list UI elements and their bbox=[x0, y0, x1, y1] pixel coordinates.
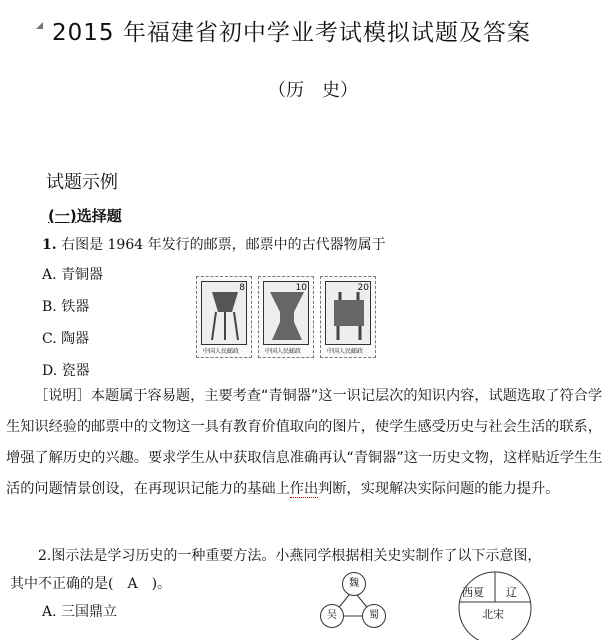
option-a: A. 青铜器 bbox=[42, 267, 104, 283]
stamp-3-caption: 中国人民邮政 bbox=[327, 348, 364, 355]
section-heading: 试题示例 bbox=[46, 172, 118, 193]
stamp-1 bbox=[196, 276, 252, 358]
node-wei: 魏 bbox=[342, 572, 366, 596]
option-c: C. 陶器 bbox=[42, 331, 90, 347]
question-1 bbox=[42, 234, 386, 254]
subject-subtitle: （历 史） bbox=[268, 80, 358, 101]
region-xixia: 西夏 bbox=[462, 586, 484, 599]
stamp-3 bbox=[320, 276, 376, 358]
node-wu: 吴 bbox=[320, 604, 344, 628]
region-liao: 辽 bbox=[506, 586, 517, 599]
stamp-images bbox=[196, 276, 376, 360]
question-2-line1: 2.图示法是学习历史的一种重要方法。小燕同学根据相关史实制作了以下示意图， bbox=[38, 548, 542, 564]
explanation-text: ［说明］本题属于容易题，主要考查“青铜器”这一识记层次的知识内容，试题选取了符合学生知识经验的邮票中的文物这一具有教育价值取向的图片，使学生感受历史与社会生活的联系，增强了解历史的兴趣。要求学生从中获取信息准确再认“青铜器”这一历史文物，这样贴近学生生活的问题情景创设，在再现识记能力的基础上 bbox=[6, 388, 603, 497]
region-beisong: 北宋 bbox=[482, 608, 504, 621]
explanation-paragraph bbox=[6, 381, 610, 505]
subsection-heading bbox=[48, 205, 122, 226]
question-1-text: 右图是 1964 年发行的邮票，邮票中的古代器物属于 bbox=[61, 237, 386, 253]
subsection-title: 选择题 bbox=[76, 207, 122, 225]
stamp-1-value: 8 bbox=[239, 283, 245, 293]
diagram-song-liao-xia bbox=[440, 570, 550, 621]
question-1-number: 1. bbox=[42, 237, 57, 253]
option-d: D. 瓷器 bbox=[42, 363, 90, 379]
stamp-1-caption: 中国人民邮政 bbox=[203, 348, 240, 355]
stamp-2 bbox=[258, 276, 314, 358]
subsection-number: (一) bbox=[48, 207, 77, 225]
question-2-option-a: A. 三国鼎立 bbox=[42, 604, 118, 620]
stamp-3-value: 20 bbox=[357, 283, 369, 293]
corner-mark bbox=[36, 22, 43, 29]
stamp-2-value: 10 bbox=[295, 283, 307, 293]
node-shu: 蜀 bbox=[362, 604, 386, 628]
question-2-line2: 其中不正确的是( A )。 bbox=[10, 576, 172, 592]
stamp-2-caption: 中国人民邮政 bbox=[265, 348, 302, 355]
explanation-end: 判断，实现解决实际问题的能力提升。 bbox=[318, 481, 560, 497]
page-title: 2015 年福建省初中学业考试模拟试题及答案 bbox=[52, 20, 531, 46]
option-b: B. 铁器 bbox=[42, 299, 90, 315]
diagram-three-kingdoms bbox=[318, 570, 388, 621]
diagram-circle bbox=[440, 570, 550, 640]
explanation-highlight: 作出 bbox=[289, 481, 319, 497]
